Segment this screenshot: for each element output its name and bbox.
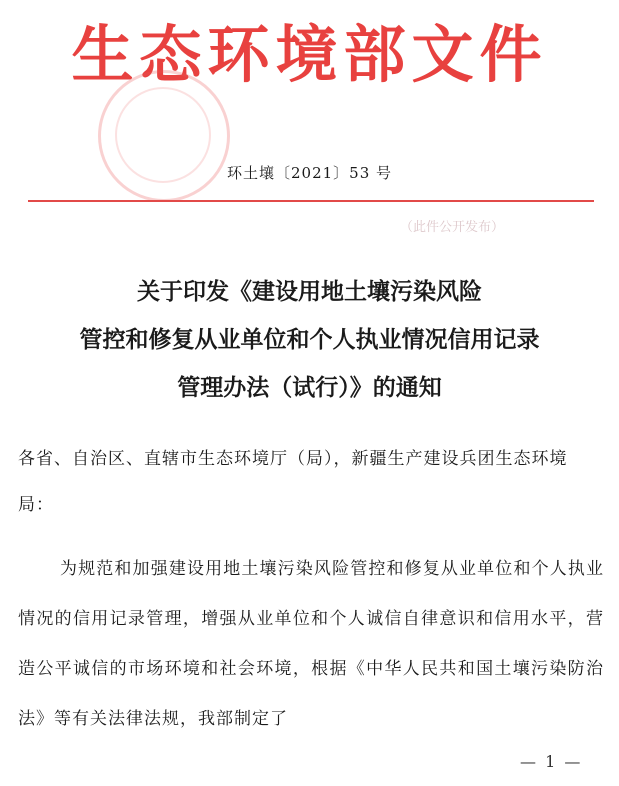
header-divider xyxy=(28,200,594,202)
notice-title xyxy=(0,268,619,412)
publication-stamp-note: （此件公开发布） xyxy=(400,220,505,235)
notice-title-line: 管控和修复从业单位和个人执业情况信用记录 xyxy=(79,326,540,353)
body-paragraph: 为规范和加强建设用地土壤污染风险管控和修复从业单位和个人执业情况的信用记录管理，增强从业单位和个人诚信自律意识和信用水平，营造公平诚信的市场环境和社会环境，根据《中华人民共和国土壤污染防治法》等有关法律法规，我部制定了 xyxy=(18,559,604,729)
addressee-line: 各省、自治区、直辖市生态环境厅（局），新疆生产建设兵团生态环境局： xyxy=(18,449,568,515)
notice-title-line: 管理办法（试行）》的通知 xyxy=(177,374,442,401)
page-number: — 1 — xyxy=(520,752,583,771)
notice-title-line: 关于印发《建设用地土壤污染风险 xyxy=(137,278,482,305)
document-header-title: 生态环境部文件 xyxy=(71,18,548,91)
document-number: 环土壤〔2021〕53 号 xyxy=(226,164,393,182)
